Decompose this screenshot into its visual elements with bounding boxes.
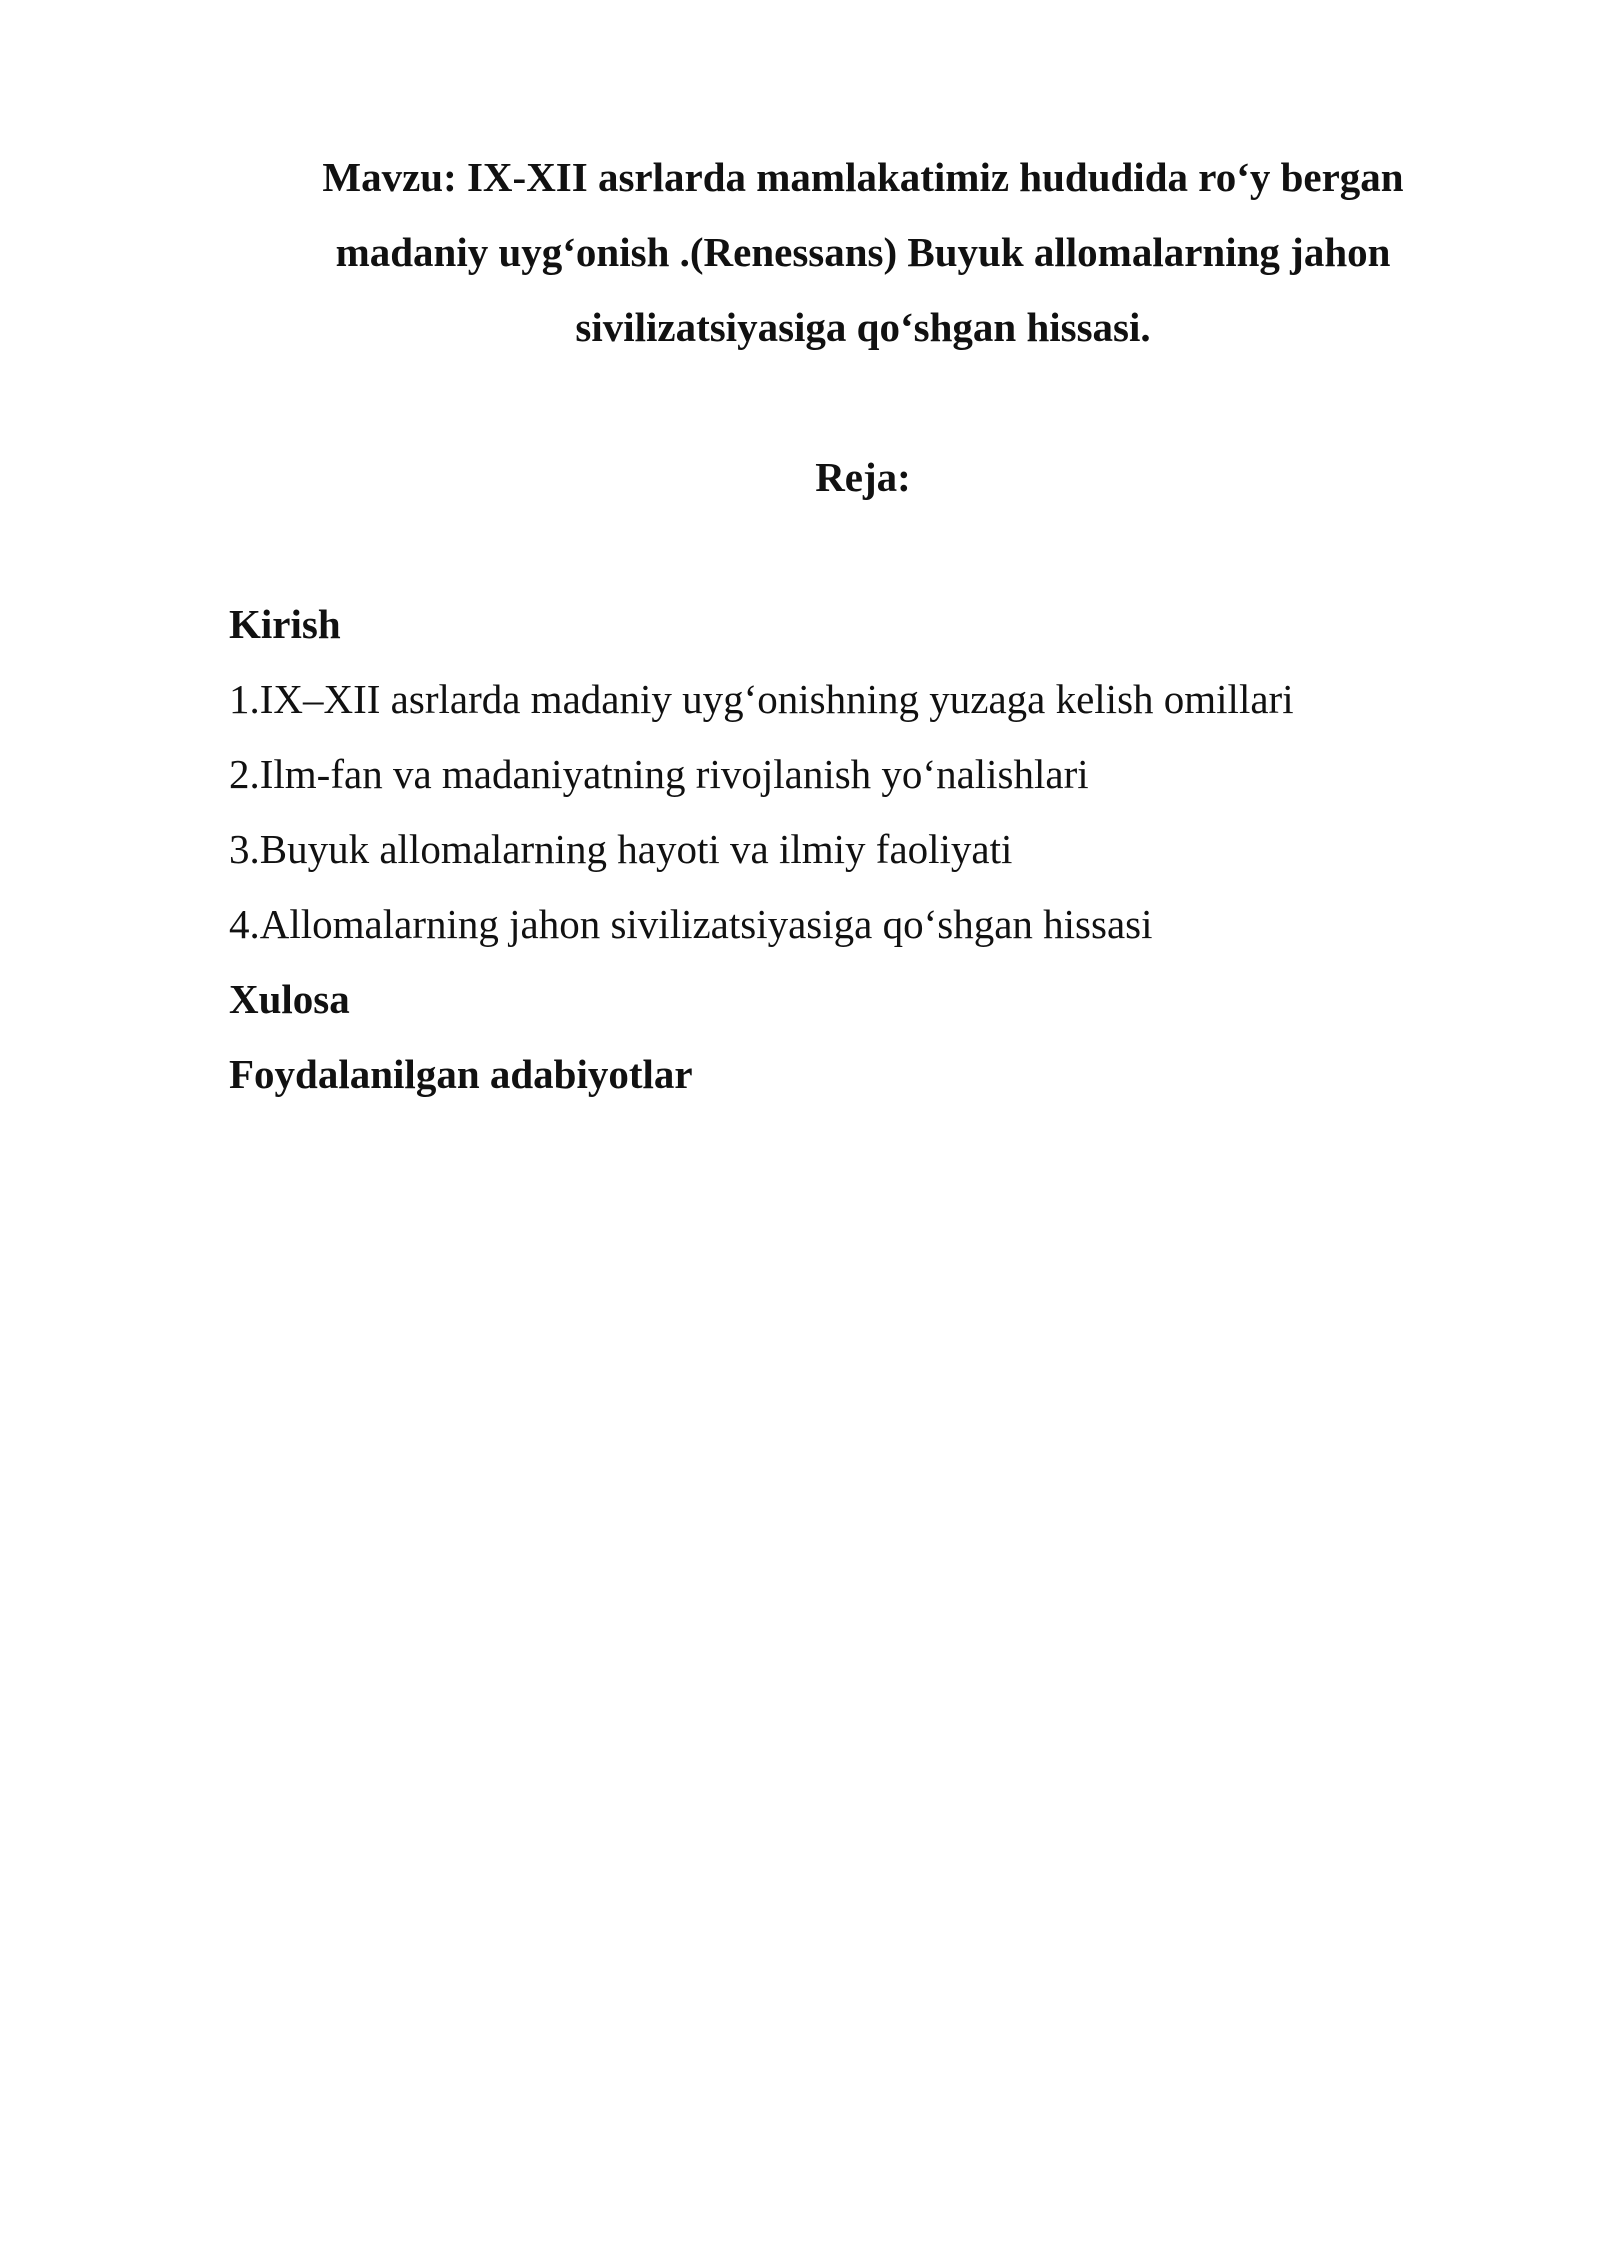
plan-item-4: 4.Allomalarning jahon sivilizatsiyasiga qo‘shgan hissasi: [229, 901, 1153, 947]
title-line-2: madaniy uyg‘onish .(Renessans) Buyuk allomalarning jahon: [335, 229, 1391, 275]
plan-item-1: 1.IX–XII asrlarda madaniy uyg‘onishning yuzaga kelish omillari: [229, 676, 1294, 722]
plan-item-2: 2.Ilm-fan va madaniyatning rivojlanish yo‘nalishlari: [229, 751, 1089, 797]
plan-heading: Reja:: [815, 454, 911, 500]
title-line-3: sivilizatsiyasiga qo‘shgan hissasi.: [575, 304, 1151, 350]
document-title: [268, 140, 1458, 365]
plan-item-introduction: Kirish: [229, 601, 341, 647]
plan-list: [229, 587, 1479, 1112]
plan-item-references: Foydalanilgan adabiyotlar: [229, 1051, 693, 1097]
plan-item-conclusion: Xulosa: [229, 976, 350, 1022]
title-line-1: Mavzu: IX-XII asrlarda mamlakatimiz hududida ro‘y bergan: [322, 154, 1404, 200]
plan-item-3: 3.Buyuk allomalarning hayoti va ilmiy faoliyati: [229, 826, 1013, 872]
